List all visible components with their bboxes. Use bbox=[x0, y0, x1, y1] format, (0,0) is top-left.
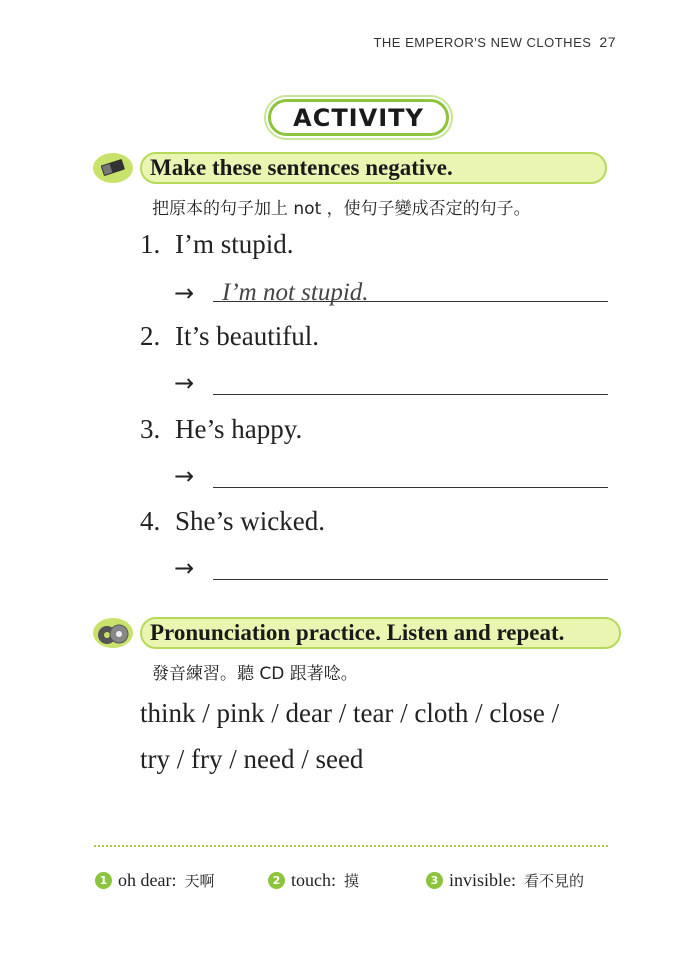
page-number: 27 bbox=[599, 34, 616, 50]
arrow-icon: → bbox=[174, 279, 195, 307]
running-header bbox=[373, 34, 616, 50]
question-number: 2. bbox=[140, 321, 161, 351]
gloss-meaning: 摸 bbox=[344, 872, 360, 890]
gloss-term: oh dear: bbox=[118, 870, 177, 890]
gloss-meaning: 天啊 bbox=[184, 872, 215, 890]
answer-line-3[interactable] bbox=[213, 487, 608, 488]
answer-1: I’m not stupid. bbox=[222, 279, 369, 306]
question-text: I’m stupid. bbox=[175, 229, 294, 259]
book-title: THE EMPEROR'S NEW CLOTHES bbox=[373, 35, 592, 50]
question-number: 3. bbox=[140, 414, 161, 444]
question-text: She’s wicked. bbox=[175, 506, 325, 536]
question-text: He’s happy. bbox=[175, 414, 303, 444]
question-1 bbox=[140, 229, 294, 260]
question-3 bbox=[140, 414, 302, 445]
section-title-negative: Make these sentences negative. bbox=[140, 152, 607, 184]
question-2 bbox=[140, 321, 319, 352]
answer-line-1[interactable] bbox=[213, 301, 608, 302]
gloss-item-2 bbox=[268, 870, 359, 891]
pencil-icon bbox=[92, 151, 134, 185]
gloss-meaning: 看不見的 bbox=[524, 872, 585, 890]
footnote-number: 3 bbox=[426, 872, 443, 889]
pronunciation-line-2: try / fry / need / seed bbox=[140, 744, 364, 774]
gloss-term: touch: bbox=[291, 870, 336, 890]
question-number: 4. bbox=[140, 506, 161, 536]
pronunciation-line-1: think / pink / dear / tear / cloth / close / bbox=[140, 698, 560, 728]
section-title-pronunciation: Pronunciation practice. Listen and repeat. bbox=[140, 617, 621, 649]
arrow-icon: → bbox=[174, 462, 195, 490]
section2-subtitle: 發音練習。聽 CD 跟著唸。 bbox=[152, 664, 358, 684]
answer-line-2[interactable] bbox=[213, 394, 608, 395]
gloss-item-3 bbox=[426, 870, 584, 891]
question-text: It’s beautiful. bbox=[175, 321, 319, 351]
cd-icon bbox=[92, 616, 134, 650]
footnote-number: 2 bbox=[268, 872, 285, 889]
footnote-number: 1 bbox=[95, 872, 112, 889]
arrow-icon: → bbox=[174, 369, 195, 397]
activity-badge: ACTIVITY bbox=[268, 99, 449, 136]
section1-subtitle: 把原本的句子加上 not ，使句子變成否定的句子。 bbox=[152, 199, 531, 219]
gloss-item-1 bbox=[95, 870, 215, 891]
question-number: 1. bbox=[140, 229, 161, 259]
answer-line-4[interactable] bbox=[213, 579, 608, 580]
gloss-term: invisible: bbox=[449, 870, 516, 890]
arrow-icon: → bbox=[174, 554, 195, 582]
footnote-divider bbox=[94, 845, 608, 847]
question-4 bbox=[140, 506, 325, 537]
